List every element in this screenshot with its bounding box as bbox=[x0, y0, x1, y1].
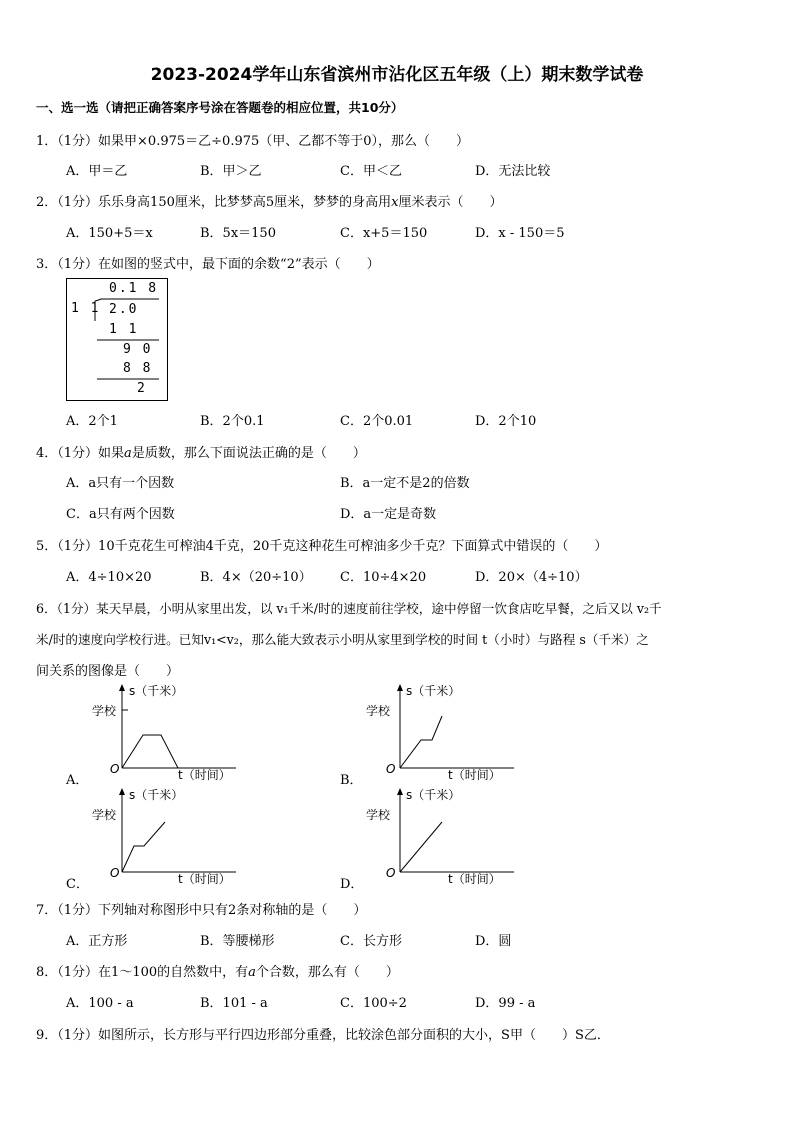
long-division-figure bbox=[66, 278, 168, 401]
q8-stem-post: 个合数，那么有（ ） bbox=[255, 965, 399, 980]
q1-option-a[interactable]: A．甲＝乙 bbox=[66, 164, 128, 179]
q2-stem-pre: 2．（1分）乐乐身高150厘米，比梦梦高5厘米，梦梦的身高用 bbox=[36, 195, 392, 210]
q7-option-c[interactable]: C．长方形 bbox=[340, 934, 402, 949]
q5-option-d[interactable]: D．20×（4÷10） bbox=[475, 570, 588, 585]
q6-option-c[interactable]: C． bbox=[66, 877, 89, 892]
division-divisor: 1 1 bbox=[71, 301, 101, 316]
q2-option-a[interactable]: A．150+5＝x bbox=[66, 226, 153, 241]
division-line-3: 8 8 bbox=[123, 361, 153, 376]
q6-option-d[interactable]: D． bbox=[340, 877, 364, 892]
q5-option-b[interactable]: B．4×（20÷10） bbox=[200, 570, 312, 585]
question-5-stem: 5．（1分）10千克花生可榨油4千克，20千克这种花生可榨油多少千克？下面算式中错误的（ ） bbox=[36, 539, 608, 554]
q4-stem-post: 是质数，那么下面说法正确的是（ ） bbox=[131, 446, 366, 461]
graph-a-y-label: s（千米） bbox=[129, 684, 184, 698]
q2-stem-var: x bbox=[391, 195, 399, 210]
q1-option-c[interactable]: C．甲＜乙 bbox=[340, 164, 402, 179]
page-title: 2023-2024学年山东省滨州市沾化区五年级（上）期末数学试卷 bbox=[150, 65, 644, 85]
question-4-stem bbox=[36, 442, 366, 461]
division-dividend: 2.0 bbox=[109, 302, 139, 317]
graph-c-x-label: t（时间） bbox=[178, 872, 231, 886]
q1-option-b[interactable]: B．甲＞乙 bbox=[200, 164, 262, 179]
q8-stem-pre: 8．（1分）在1～100的自然数中，有 bbox=[36, 965, 249, 980]
division-remainder: 2 bbox=[137, 381, 147, 396]
section-heading: 一、选一选（请把正确答案序号涂在答题卷的相应位置，共10分） bbox=[36, 100, 404, 115]
q2-stem-post: 厘米表示（ ） bbox=[398, 195, 503, 210]
graph-c-origin: O bbox=[110, 866, 120, 880]
question-7-stem: 7．（1分）下列轴对称图形中只有2条对称轴的是（ ） bbox=[36, 903, 367, 918]
graph-a-origin: O bbox=[110, 762, 120, 776]
division-lines bbox=[67, 279, 167, 400]
q4-stem-var: a bbox=[124, 446, 132, 461]
q6-option-a[interactable]: A． bbox=[66, 773, 89, 788]
q2-option-c[interactable]: C．x+5＝150 bbox=[340, 226, 428, 241]
graph-a-school-label: 学校 bbox=[92, 704, 117, 718]
q8-option-a[interactable]: A．100 - a bbox=[66, 996, 134, 1011]
q7-option-b[interactable]: B．等腰梯形 bbox=[200, 934, 275, 949]
question-3-stem: 3．（1分）在如图的竖式中，最下面的余数“2”表示（ ） bbox=[36, 257, 380, 272]
q7-option-d[interactable]: D．圆 bbox=[475, 934, 512, 949]
division-line-1: 1 1 bbox=[109, 322, 139, 337]
q4-option-c[interactable]: C．a只有两个因数 bbox=[66, 507, 175, 522]
question-6-line-2: 米/时的速度向学校行进。已知v₁<v₂，那么能大致表示小明从家里到学校的时间 t（小时）与路程 s（千米）之 bbox=[36, 632, 649, 647]
question-6-line-1: 6．（1分）某天早晨，小明从家里出发，以 v₁千米/时的速度前往学校，途中停留一饮食店吃早餐，之后又以 v₂千 bbox=[36, 601, 662, 616]
q4-option-a[interactable]: A．a只有一个因数 bbox=[66, 476, 175, 491]
q3-option-a[interactable]: A．2个1 bbox=[66, 414, 118, 429]
question-2-stem bbox=[36, 191, 503, 210]
graph-b-y-label: s（千米） bbox=[406, 684, 461, 698]
q7-option-a[interactable]: A．正方形 bbox=[66, 934, 128, 949]
graph-d-y-label: s（千米） bbox=[406, 788, 461, 802]
graph-a-x-label: t（时间） bbox=[178, 768, 231, 782]
graph-d-school-label: 学校 bbox=[366, 808, 391, 822]
q6-option-b[interactable]: B． bbox=[340, 773, 363, 788]
graph-c-y-label: s（千米） bbox=[129, 788, 184, 802]
graph-b-x-label: t（时间） bbox=[448, 768, 501, 782]
q1-option-d[interactable]: D．无法比较 bbox=[475, 164, 551, 179]
graph-b-school-label: 学校 bbox=[366, 704, 391, 718]
q5-option-a[interactable]: A．4÷10×20 bbox=[66, 570, 152, 585]
q8-option-b[interactable]: B．101 - a bbox=[200, 996, 268, 1011]
q8-option-c[interactable]: C．100÷2 bbox=[340, 996, 407, 1011]
graph-d-origin: O bbox=[386, 866, 396, 880]
q5-option-c[interactable]: C．10÷4×20 bbox=[340, 570, 427, 585]
q8-option-d[interactable]: D．99 - a bbox=[475, 996, 536, 1011]
division-line-2: 9 0 bbox=[123, 342, 153, 357]
q4-stem-pre: 4．（1分）如果 bbox=[36, 446, 125, 461]
graph-d-x-label: t（时间） bbox=[448, 872, 501, 886]
q8-stem-var: a bbox=[248, 965, 256, 980]
q2-option-d[interactable]: D．x - 150＝5 bbox=[475, 226, 565, 241]
graph-b-origin: O bbox=[386, 762, 396, 776]
question-1-stem: 1．（1分）如果甲×0.975＝乙÷0.975（甲、乙都不等于0），那么（ ） bbox=[36, 134, 470, 149]
question-9-stem: 9．（1分）如图所示，长方形与平行四边形部分重叠，比较涂色部分面积的大小，S甲（ ）S乙． bbox=[36, 1028, 610, 1043]
graph-c-school-label: 学校 bbox=[92, 808, 117, 822]
question-6-line-3: 间关系的图像是（ ） bbox=[36, 664, 180, 679]
q3-option-b[interactable]: B．2个0.1 bbox=[200, 414, 265, 429]
q2-option-b[interactable]: B．5x＝150 bbox=[200, 226, 276, 241]
division-quotient: 0.1 8 bbox=[109, 281, 159, 296]
q3-option-d[interactable]: D．2个10 bbox=[475, 414, 537, 429]
q4-option-b[interactable]: B．a一定不是2的倍数 bbox=[340, 476, 470, 491]
question-8-stem bbox=[36, 961, 399, 980]
q3-option-c[interactable]: C．2个0.01 bbox=[340, 414, 414, 429]
q4-option-d[interactable]: D．a一定是奇数 bbox=[340, 507, 437, 522]
